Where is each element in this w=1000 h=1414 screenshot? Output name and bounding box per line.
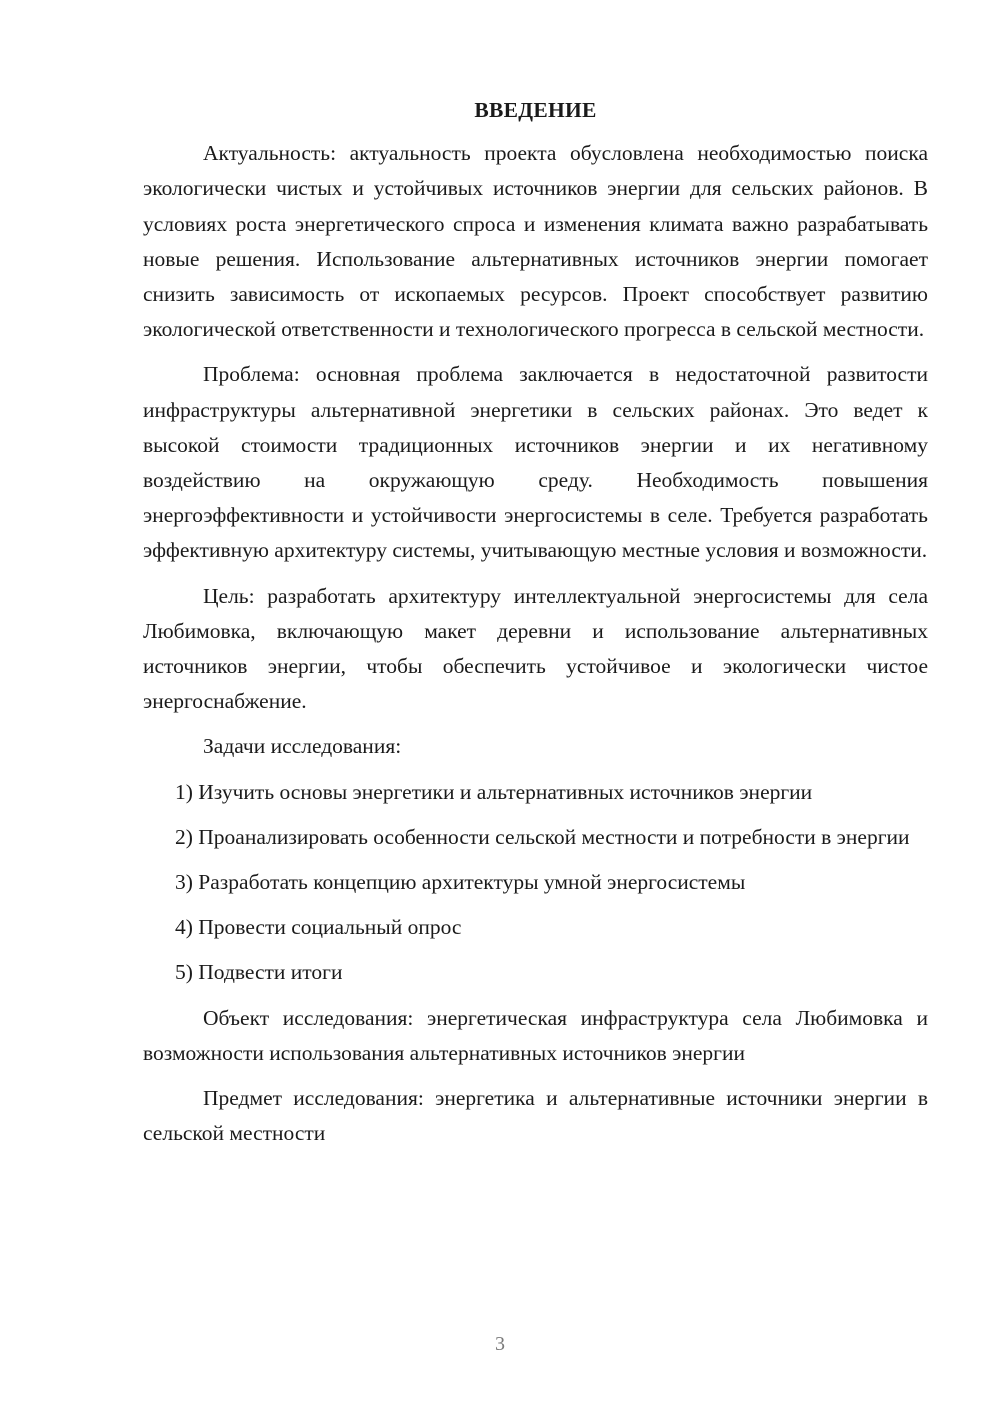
tasks-heading: Задачи исследования: xyxy=(203,734,402,759)
document-body xyxy=(143,93,928,1161)
section-title: ВВЕДЕНИЕ xyxy=(474,98,597,122)
task-item: 5) Подвести итоги xyxy=(175,960,343,985)
problem-paragraph: Проблема: основная проблема заключается в недостаточной развитости инфраструктуры альтернативной энергетики в сельских районах. Это ведет к высокой стоимости традиционных источников энергии и их негативному воздействию на окружающую среду. Необходимость повышения энергоэффективности и устойчивости энергосистемы в селе. Требуется разработать эффективную архитектуру системы, учитывающую местные условия и возможности. xyxy=(143,362,928,563)
relevance-paragraph: Актуальность: актуальность проекта обусловлена необходимостью поиска экологически чистых и устойчивых источников энергии для сельских районов. В условиях роста энергетического спроса и изменения климата важно разрабатывать новые решения. Использование альтернативных источников энергии помогает снизить зависимость от ископаемых ресурсов. Проект способствует развитию экологической ответственности и технологического прогресса в сельской местности. xyxy=(143,141,928,342)
task-item: 3) Разработать концепцию архитектуры умной энергосистемы xyxy=(175,870,746,895)
subject-paragraph: Предмет исследования: энергетика и альтернативные источники энергии в сельской местности xyxy=(143,1086,928,1146)
task-item: 2) Проанализировать особенности сельской местности и потребности в энергии xyxy=(175,824,910,849)
task-item: 1) Изучить основы энергетики и альтернативных источников энергии xyxy=(175,779,813,804)
page-number: 3 xyxy=(495,1333,505,1355)
goal-paragraph: Цель: разработать архитектуру интеллектуальной энергосистемы для села Любимовка, включающую макет деревни и использование альтернативных источников энергии, чтобы обеспечить устойчивое и экологически чистое энергоснабжение. xyxy=(143,583,928,714)
task-item: 4) Провести социальный опрос xyxy=(175,915,462,940)
object-paragraph: Объект исследования: энергетическая инфраструктура села Любимовка и возможности использования альтернативных источников энергии xyxy=(143,1005,928,1065)
